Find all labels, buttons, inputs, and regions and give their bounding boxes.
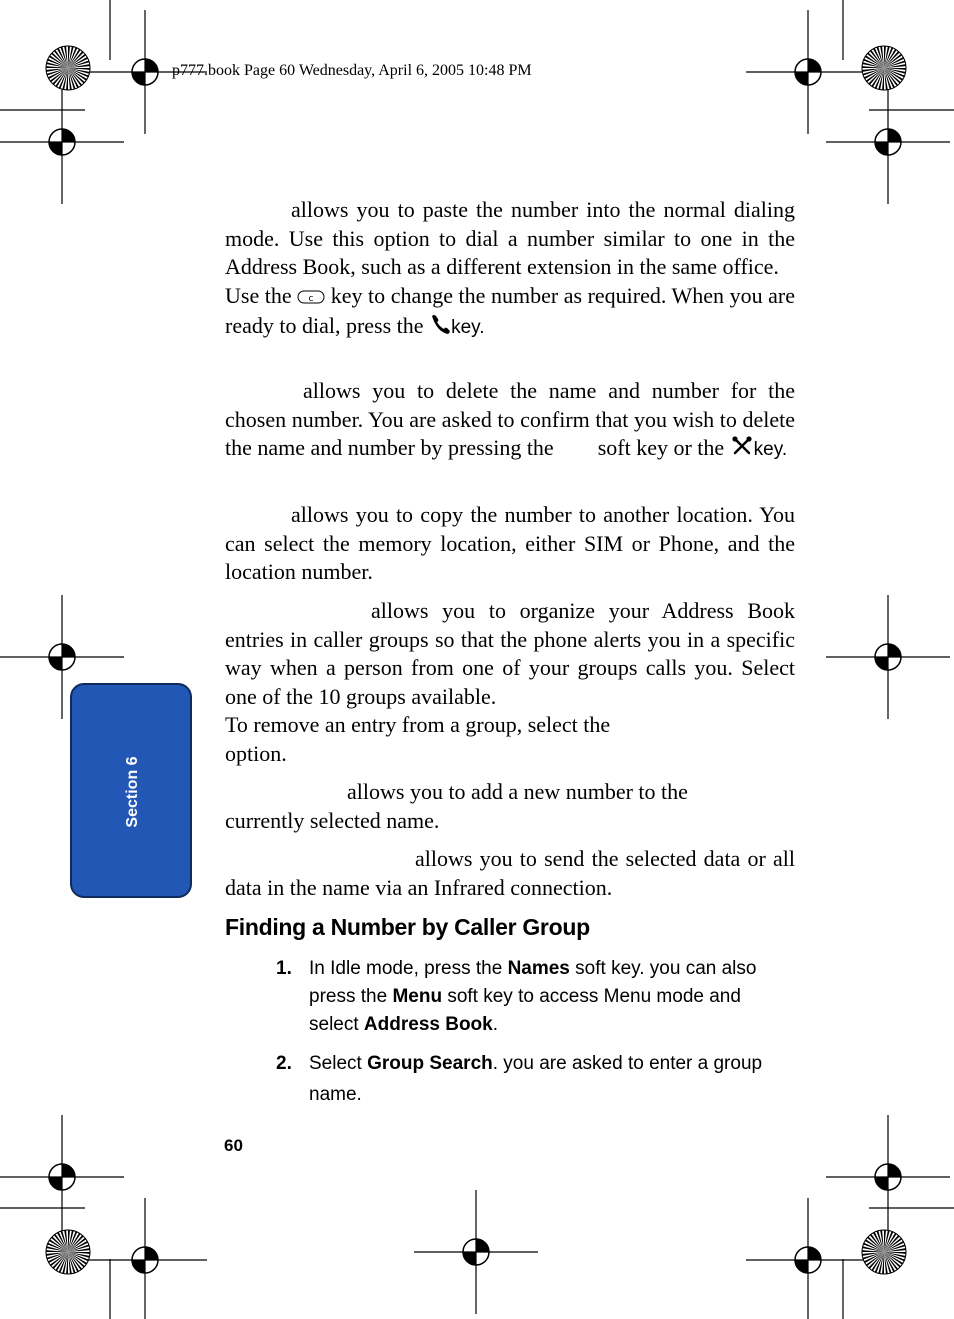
group-search-label: Group Search <box>367 1053 493 1074</box>
section-tab-label: Section 6 <box>124 756 141 828</box>
address-book-label: Address Book <box>363 1014 493 1035</box>
step-2 <box>276 1048 796 1108</box>
crosshair-icon <box>826 595 950 719</box>
crosshair-icon <box>826 80 950 204</box>
delete-key-word: key. <box>753 439 788 461</box>
starburst-icon <box>46 46 90 90</box>
group-paragraph <box>225 597 795 769</box>
delete-soft-key-text: soft key or the <box>597 435 725 461</box>
send-key-icon <box>429 313 451 343</box>
group-option-text: option. <box>225 740 287 766</box>
svg-text:c: c <box>308 294 314 305</box>
add-paragraph <box>225 778 795 835</box>
paste-paragraph <box>225 196 795 343</box>
starburst-icon <box>862 1230 906 1274</box>
section-tab <box>70 683 192 898</box>
group-remove-text: To remove an entry from a group, select the <box>225 712 611 738</box>
paste-change-text: key to change the number as required. When you are ready to dial, press the <box>225 282 796 339</box>
crosshair-icon <box>0 80 124 204</box>
c-key-icon <box>297 283 325 312</box>
paste-text: allows you to paste the number into the normal dialing mode. Use this option to dial a number similar to one in the Address Book, such as a different extension in the same office. <box>225 197 795 280</box>
crosshair-icon <box>746 10 870 134</box>
menu-key-label: Menu <box>392 986 443 1007</box>
book-stamp: p777.book Page 60 Wednesday, April 6, 2005 10:48 PM <box>172 62 532 79</box>
crosshair-icon <box>826 1115 950 1239</box>
section-heading: Finding a Number by Caller Group <box>225 914 590 940</box>
send-paragraph <box>225 845 795 902</box>
paste-key-word: key. <box>451 317 485 339</box>
send-text: allows you to send the selected data or all data in the name via an Infrared connection. <box>225 846 795 900</box>
delete-text: allows you to delete the name and number for the chosen number. You are asked to confirm that you wish to delete the name and number by pressing the <box>225 378 795 461</box>
copy-paragraph <box>225 501 795 587</box>
page-number: 60 <box>224 1136 243 1155</box>
add-text: allows you to add a new number to the currently selected name. <box>225 779 688 833</box>
starburst-icon <box>46 1230 90 1274</box>
names-key-label: Names <box>507 958 570 979</box>
step-1 <box>276 955 796 1039</box>
crosshair-icon <box>83 1198 207 1319</box>
step-text: In Idle mode, press the Names soft key. you can also press the Menu soft key to access Menu mode and select Address Book. <box>309 958 757 1035</box>
end-key-icon <box>730 435 754 465</box>
group-text: allows you to organize your Address Book entries in caller groups so that the phone alerts you in a specific way when a person from one of your groups calls you. Select one of the 10 groups available. <box>225 598 795 709</box>
starburst-icon <box>862 46 906 90</box>
crosshair-icon <box>414 1190 538 1314</box>
crosshair-icon <box>0 1115 124 1239</box>
copy-text: allows you to copy the number to another location. You can select the memory location, either SIM or Phone, and the location number. <box>225 502 795 585</box>
step-number: 1. <box>276 958 292 979</box>
delete-paragraph <box>225 377 795 465</box>
step-number: 2. <box>276 1053 292 1074</box>
crosshair-icon <box>746 1198 870 1319</box>
step-text: Select Group Search. you are asked to enter a group name. <box>309 1053 763 1105</box>
paste-use-the: Use the <box>225 282 292 308</box>
